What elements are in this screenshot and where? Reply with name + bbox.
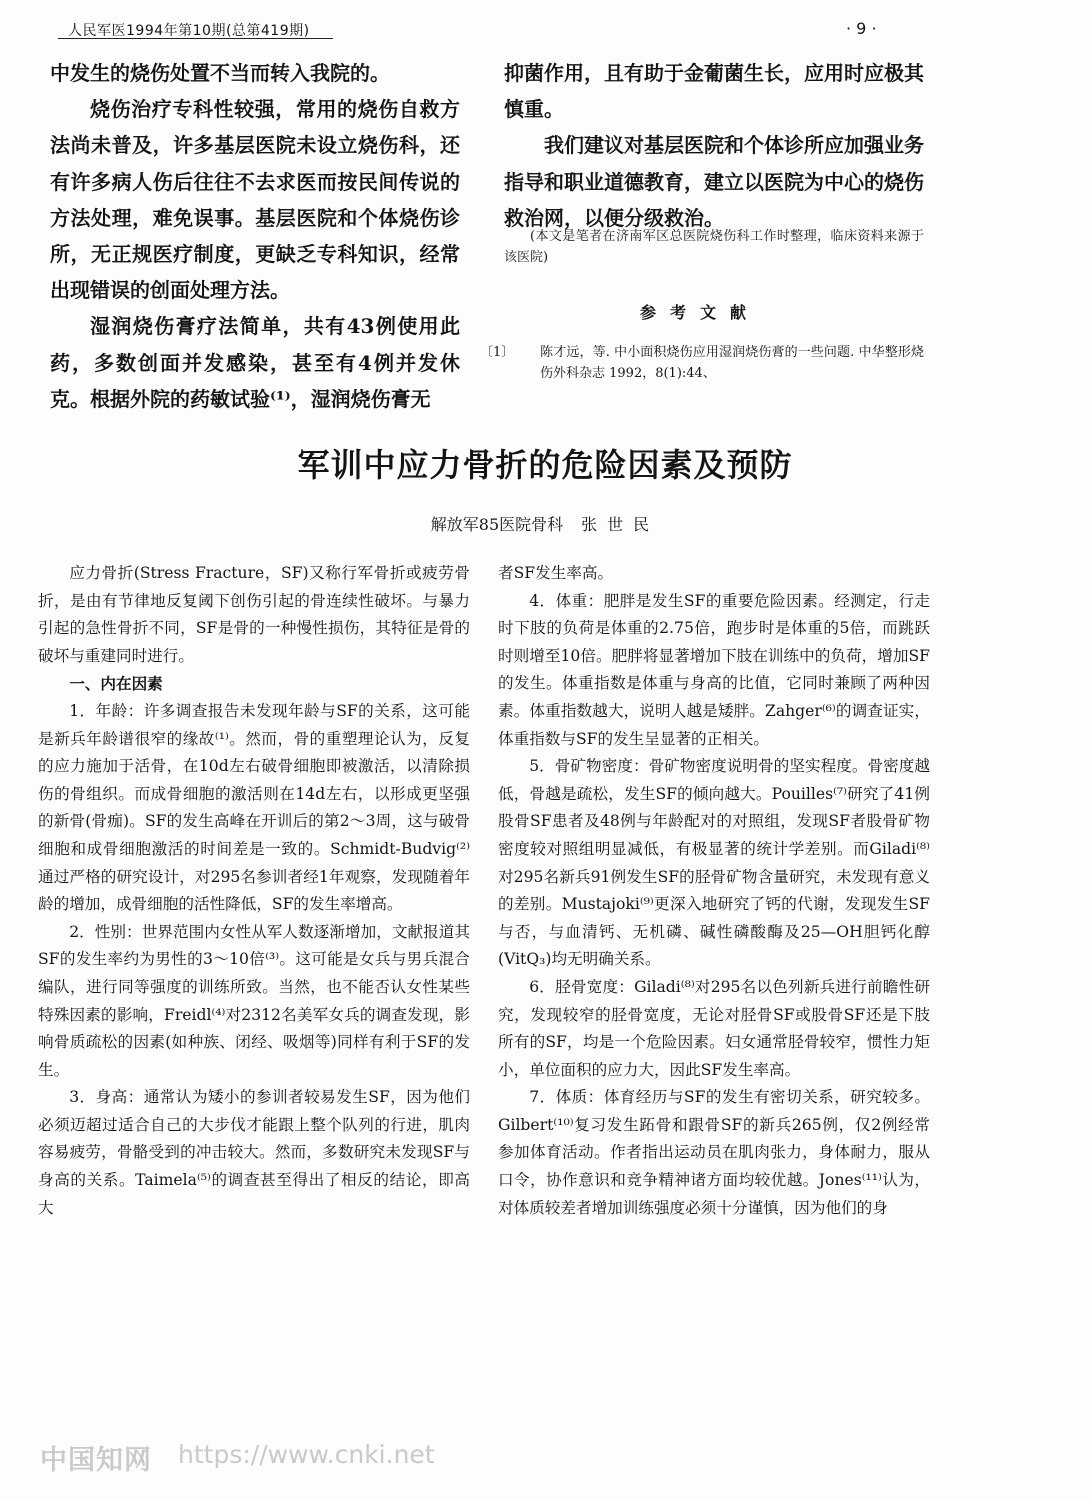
prev-paragraph-1: 中发生的烧伤处置不当而转入我院的。 [50,61,390,85]
cnki-url: https://www.cnki.net [178,1440,435,1469]
references-title: 参考文献 [640,303,761,322]
prev-article-note [504,226,924,268]
cnki-logo: 中国知网 [40,1445,152,1476]
paragraph-physique: 7．体质：体育经历与SF的发生有密切关系，研究较多。Gilbert⁽¹⁰⁾复习发生跖骨和跟骨SF的新兵265例，仅2例经常参加体育活动。作者指出运动员在肌肉张力，身体耐力，服从口令，协作意识和竞争精神诸方面均较优越。Jones⁽¹¹⁾认为，对体质较差者增加训练强度必须十分谨慎，因为他们的身 [498,1088,930,1217]
article-right-column [498,560,930,1222]
paragraph-sex: 2．性别：世界范围内女性从军人数逐渐增加，文献报道其SF的发生率约为男性的3～10倍⁽³⁾。这可能是女兵与男兵混合编队，进行同等强度的训练所致。当然，也不能否认女性某些特殊因素的影响，Freidl⁽⁴⁾对2312名美军女兵的调查发现，影响骨质疏松的因素(如种族、闭经、吸烟等)同样有利于SF的发生。 [38,922,470,1079]
article-title: 军训中应力骨折的危险因素及预防 [297,446,793,484]
paragraph-height: 3．身高：通常认为矮小的参训者较易发生SF，因为他们必须迈超过适合自己的大步伐才能跟上整个队列的行进，肌肉容易疲劳，骨骼受到的冲击较大。然而，多数研究未发现SF与身高的关系。Taimela⁽⁵⁾的调查甚至得出了相反的结论，即高大 [38,1088,470,1217]
prev-paragraph-3: 湿润烧伤膏疗法简单，共有43例使用此药，多数创面并发感染，甚至有4例并发休克。根据外院的药敏试验⁽¹⁾，湿润烧伤膏无 [50,314,460,411]
paragraph-age: 1．年龄：许多调查报告未发现年龄与SF的关系，这可能是新兵年龄谱很窄的缘故⁽¹⁾。然而，骨的重塑理论认为，反复的应力施加于活骨，在10d左右破骨细胞即被激活，以清除损伤的骨组织。而成骨细胞的激活则在14d左右，以形成更坚强的新骨(骨痂)。SF的发生高峰在开训后的第2～3周，这与破骨细胞和成骨细胞激活的时间差是一致的。Schmidt-Budvig⁽²⁾通过严格的研究设计，对295名参训者经1年观察，发现随着年龄的增加，成骨细胞的活性降低，SF的发生率增高。 [38,701,470,914]
paragraph-bone-density: 5．骨矿物密度：骨矿物密度说明骨的坚实程度。骨密度越低，骨越是疏松，发生SF的倾向越大。Pouilles⁽⁷⁾研究了41例股骨SF患者及48例与年龄配对的对照组，发现SF者股骨矿物密度较对照组明显减低，有极显著的统计学差别。而Giladi⁽⁸⁾对295名新兵91例发生SF的胫骨矿物含量研究，未发现有意义的差别。Mustajoki⁽⁹⁾更深入地研究了钙的代谢，发现发生SF与否，与血清钙、无机磷、碱性磷酸酶及25—OH胆钙化醇(VitQ₃)均无明确关系。 [498,757,930,969]
prev-article-right-column [504,55,924,236]
reference-item [480,342,924,384]
prev-paragraph-4: 抑菌作用，且有助于金葡菌生长，应用时应极其慎重。 [504,61,924,122]
affiliation: 解放军85医院骨科 [430,515,564,534]
article-left-column [38,560,470,1222]
paragraph-height-cont: 者SF发生率高。 [498,564,614,582]
author-name: 张世民 [581,515,660,534]
prev-article-left-column [50,55,460,417]
reference-text: 陈才远，等. 中小面积烧伤应用湿润烧伤膏的一些问题. 中华整形烧伤外科杂志 1992，8(1):44、 [540,345,924,381]
prev-paragraph-2: 烧伤治疗专科性较强，常用的烧伤自救方法尚未普及，许多基层医院未设立烧伤科，还有许多病人伤后往往不去求医而按民间传说的方法处理，难免误事。基层医院和个体烧伤诊所，无正规医疗制度，更缺乏专科知识，经常出现错误的创面处理方法。 [50,97,460,303]
header-rule [58,38,333,39]
reference-number: 〔1〕 [480,345,515,360]
running-head: 人民军医1994年第10期(总第419期) [68,23,310,39]
paragraph-tibia-width: 6．胫骨宽度：Giladi⁽⁸⁾对295名以色列新兵进行前瞻性研究，发现较窄的胫骨宽度，无论对胫骨SF或股骨SF还是下肢所有的SF，均是一个危险因素。妇女通常胫骨较窄，惯性力矩小，单位面积的应力大，因此SF发生率高。 [498,977,930,1079]
author-line [0,512,1090,535]
intro-paragraph: 应力骨折(Stress Fracture，SF)又称行军骨折或疲劳骨折，是由有节律地反复阈下创伤引起的骨连续性破坏。与暴力引起的急性骨折不同，SF是骨的一种慢性损伤，其特征是骨的破坏与重建同时进行。 [38,564,470,665]
section-heading: 一、内在因素 [69,674,163,694]
page-number: · 9 · [846,19,877,38]
prev-paragraph-5: 我们建议对基层医院和个体诊所应加强业务指导和职业道德教育，建立以医院为中心的烧伤救治网，以便分级救治。 [504,133,924,230]
note-text: (本文是笔者在济南军区总医院烧伤科工作时整理，临床资料来源于该医院) [504,229,924,265]
paragraph-weight: 4．体重：肥胖是发生SF的重要危险因素。经测定，行走时下肢的负荷是体重的2.75倍，跑步时是体重的5倍，而跳跃时则增至10倍。肥胖将显著增加下肢在训练中的负荷，增加SF的发生。体重指数是体重与身高的比值，它同时兼顾了两种因素。体重指数越大，说明人越是矮胖。Zahger⁽⁶⁾的调查证实，体重指数与SF的发生呈显著的正相关。 [498,591,930,748]
footer-watermark [40,1438,460,1478]
